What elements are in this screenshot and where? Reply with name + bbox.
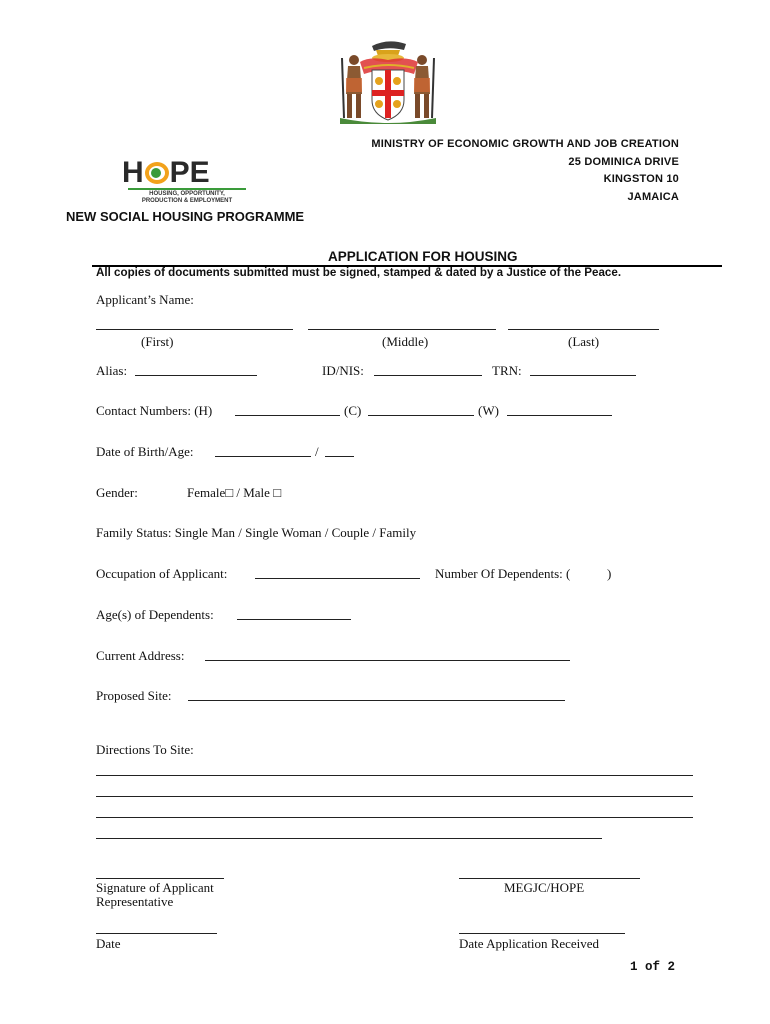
applicant-signature-field[interactable] bbox=[96, 878, 224, 879]
dob-field[interactable] bbox=[215, 456, 311, 457]
ages-label: Age(s) of Dependents: bbox=[96, 607, 214, 622]
alias-label: Alias: bbox=[96, 363, 128, 378]
contact-cell-field[interactable] bbox=[368, 415, 474, 416]
dependents-label: Number Of Dependents: ( bbox=[435, 566, 571, 581]
directions-line-4[interactable] bbox=[96, 838, 602, 839]
date-received-label: Date Application Received bbox=[459, 936, 600, 951]
logo-rule bbox=[128, 188, 246, 190]
programme-title: NEW SOCIAL HOUSING PROGRAMME bbox=[66, 209, 305, 224]
alias-field[interactable] bbox=[135, 375, 257, 376]
contact-cell-label: (C) bbox=[344, 403, 362, 418]
coat-of-arms-emblem bbox=[334, 38, 442, 128]
megjc-signature-field[interactable] bbox=[459, 878, 640, 879]
proposed-site-label: Proposed Site: bbox=[96, 688, 172, 703]
representative-label: Representative bbox=[96, 894, 174, 909]
middle-name-field[interactable] bbox=[308, 329, 496, 330]
occupation-label: Occupation of Applicant: bbox=[96, 566, 228, 581]
directions-line-3[interactable] bbox=[96, 817, 693, 818]
hope-logo: H PE HOUSING, OPPORTUNITY, PRODUCTION & EMPLOYMENT bbox=[122, 160, 252, 206]
contact-work-label: (W) bbox=[478, 403, 499, 418]
last-name-field[interactable] bbox=[508, 329, 659, 330]
date-received-field[interactable] bbox=[459, 933, 625, 934]
current-address-label: Current Address: bbox=[96, 648, 185, 663]
ages-field[interactable] bbox=[237, 619, 351, 620]
first-caption: (First) bbox=[141, 334, 174, 349]
applicant-name-label: Applicant’s Name: bbox=[96, 292, 194, 307]
dob-separator: / bbox=[315, 444, 319, 459]
trn-field[interactable] bbox=[530, 375, 636, 376]
trn-label: TRN: bbox=[492, 363, 522, 378]
form-title: APPLICATION FOR HOUSING bbox=[328, 249, 518, 264]
contact-home-field[interactable] bbox=[235, 415, 340, 416]
family-status[interactable]: Family Status: Single Man / Single Woman / Couple / Family bbox=[96, 525, 417, 540]
idnis-label: ID/NIS: bbox=[322, 363, 364, 378]
contact-home-label: Contact Numbers: (H) bbox=[96, 403, 213, 418]
applicant-signature-label: Signature of Applicant bbox=[96, 880, 214, 895]
middle-caption: (Middle) bbox=[382, 334, 429, 349]
date-label: Date bbox=[96, 936, 121, 951]
current-address-field[interactable] bbox=[205, 660, 570, 661]
first-name-field[interactable] bbox=[96, 329, 293, 330]
address-line-3: JAMAICA bbox=[627, 190, 679, 203]
ministry-name: MINISTRY OF ECONOMIC GROWTH AND JOB CREATION bbox=[371, 138, 679, 150]
contact-work-field[interactable] bbox=[507, 415, 612, 416]
logo-tagline-2: PRODUCTION & EMPLOYMENT bbox=[141, 198, 233, 204]
idnis-field[interactable] bbox=[374, 375, 482, 376]
address-line-1: 25 DOMINICA DRIVE bbox=[568, 155, 679, 168]
occupation-field[interactable] bbox=[255, 578, 420, 579]
jp-notice: All copies of documents submitted must be signed, stamped & dated by a Justice of the Peace. bbox=[96, 266, 622, 279]
directions-line-2[interactable] bbox=[96, 796, 693, 797]
dependents-close: ) bbox=[607, 566, 612, 581]
proposed-site-field[interactable] bbox=[188, 700, 565, 701]
age-field[interactable] bbox=[325, 456, 354, 457]
gender-options[interactable]: Female□ / Male □ bbox=[187, 485, 282, 500]
last-caption: (Last) bbox=[568, 334, 600, 349]
gender-label: Gender: bbox=[96, 485, 138, 500]
megjc-label: MEGJC/HOPE bbox=[504, 880, 585, 895]
dob-label: Date of Birth/Age: bbox=[96, 444, 194, 459]
date-field[interactable] bbox=[96, 933, 217, 934]
address-line-2: KINGSTON 10 bbox=[603, 173, 679, 185]
directions-label: Directions To Site: bbox=[96, 742, 194, 757]
directions-line-1[interactable] bbox=[96, 775, 693, 776]
logo-tagline-1: HOUSING, OPPORTUNITY, bbox=[149, 191, 225, 197]
ministry-address bbox=[371, 136, 679, 206]
page-number: 1 of 2 bbox=[630, 960, 676, 974]
